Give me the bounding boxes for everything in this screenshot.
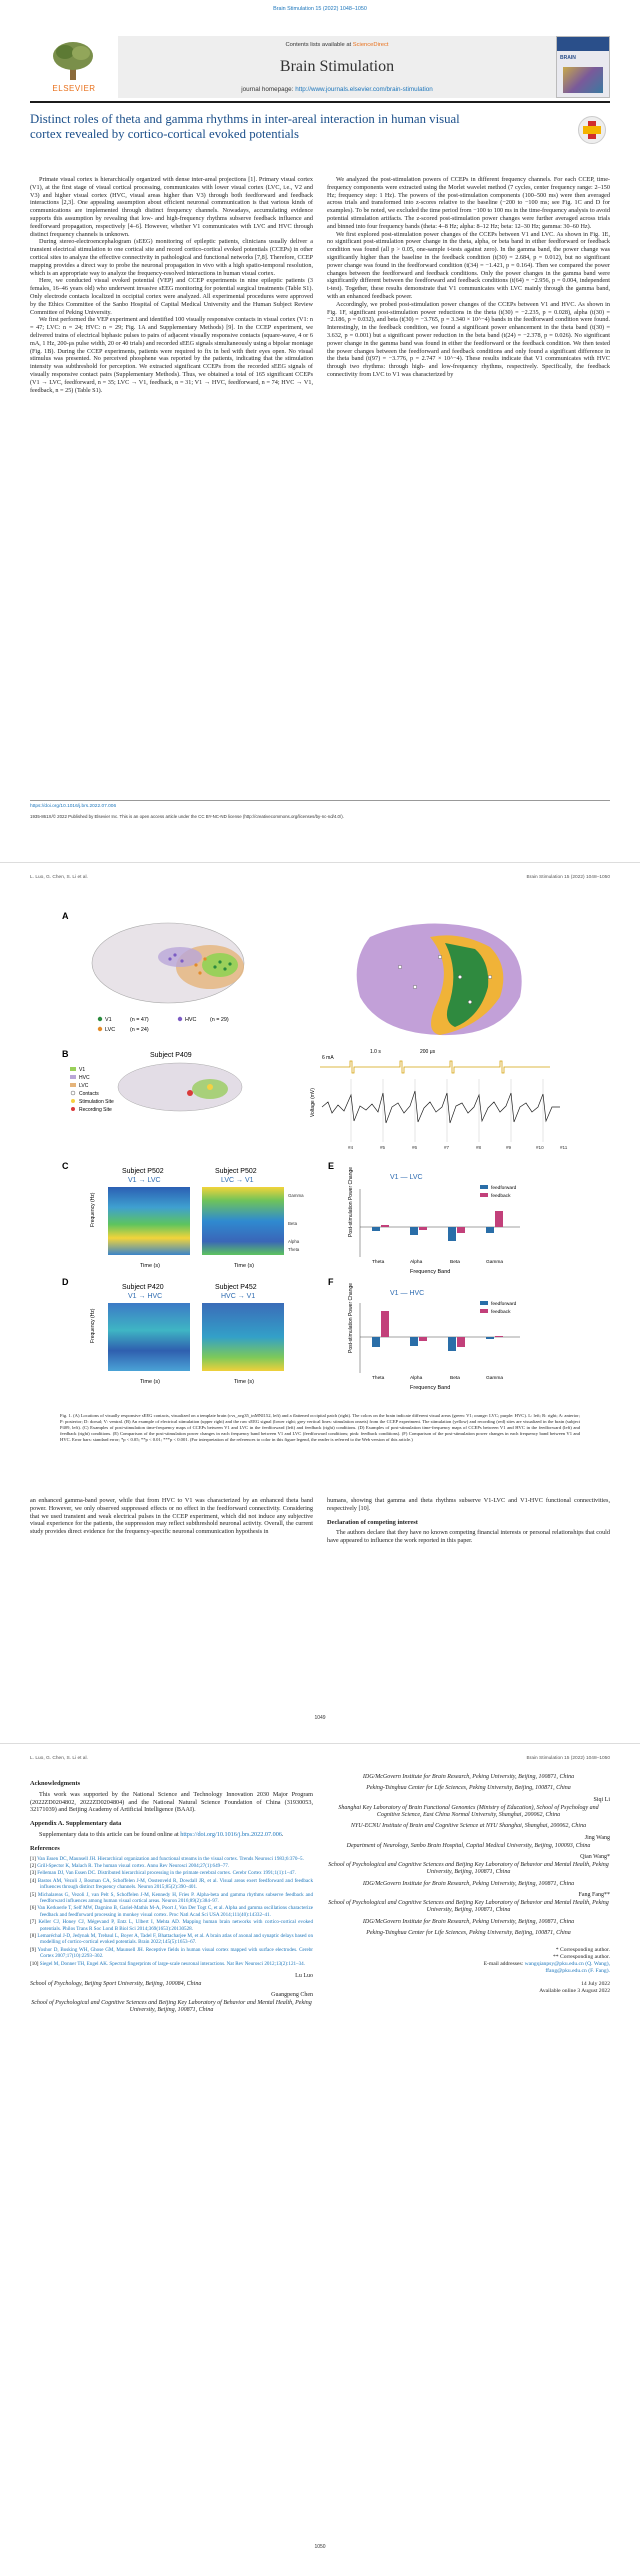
stimulation-site — [207, 1084, 213, 1090]
tf-map-c1 — [108, 1187, 190, 1255]
journal-title[interactable]: Brain Stimulation — [279, 58, 395, 75]
template-brain — [92, 923, 244, 1003]
bars-e — [372, 1211, 503, 1241]
paragraph: Primate visual cortex is hierarchically organized with dense inter-areal projections [1]. Primary visual cortex (V1), at the first stage of visual cortical processing, communicates with lower visual cortex (LVC, i.e., V2 and V3) and higher visual cortex (HVC, visual areas higher than V3) through both feedforward and feedback interactions [2,3]. One appealing assumption about efficient neuronal communication is that various kinds of communications are implemented through distinct frequency channels. Nowadays, accumulating evidence supports this assumption by revealing that low- and high-frequency rhythms subserve feedback influence and feedforward propagation, respectively [4–6]. However, whether V1 communicates with LVC and HVC through distinct frequency channels is unknown. — [30, 176, 313, 238]
band-label: Alpha — [410, 1376, 423, 1381]
bars-f — [372, 1311, 503, 1351]
affiliation: NYU-ECNU Institute of Brain and Cognitive Science at NYU Shanghai, Shanghai, 200062, China — [350, 1823, 587, 1830]
reference-item[interactable] — [30, 1947, 313, 1960]
stimulation-trace — [320, 1049, 550, 1073]
legend-text: feedforward — [491, 1186, 517, 1191]
author-affiliation: School of Psychological and Cognitive Sciences and Beijing Key Laboratory of Behavior and Mental Health, Peking University, Beijing, 100871, China — [31, 2000, 312, 2014]
journal-masthead — [30, 36, 610, 98]
homepage-link[interactable]: http://www.journals.elsevier.com/brain-stimulation — [295, 86, 433, 93]
affiliation: Peking-Tsinghua Center for Life Sciences, Peking University, Beijing, 100871, China — [366, 1785, 571, 1792]
y-axis-label: Frequency (Hz) — [90, 1308, 96, 1343]
legend-text: Contacts — [79, 1091, 99, 1097]
channel-label: #11 — [560, 1145, 568, 1150]
section-heading: Declaration of competing interest — [327, 1518, 418, 1526]
cover-band — [557, 37, 609, 51]
legend-e — [480, 1185, 517, 1199]
corresponding-note: * Corresponding author. — [555, 1947, 610, 1954]
legend-text: (n = 29) — [210, 1017, 229, 1023]
reference-item[interactable] — [30, 1878, 313, 1891]
ref-number: [1] — [30, 1855, 36, 1862]
band-label: Theta — [288, 1247, 300, 1252]
legend-text: LVC — [105, 1027, 116, 1033]
panel-label-d: D — [62, 1277, 69, 1287]
page-2 — [0, 862, 640, 1729]
tf-map-title: Subject P452 — [215, 1284, 257, 1291]
pulse-width-label: 200 μs — [420, 1049, 436, 1055]
sciencedirect-link[interactable]: ScienceDirect — [352, 42, 389, 48]
running-head-left: L. Luo, G. Chen, S. Li et al. — [30, 875, 88, 880]
time-scale-label: 1.0 s — [370, 1049, 381, 1055]
homepage-prefix: journal homepage: — [241, 86, 296, 93]
email-link[interactable]: ffang@pku.edu.cn (F. Fang). — [545, 1968, 610, 1975]
tf-map-subtitle: HVC → V1 — [221, 1293, 256, 1300]
column-right — [327, 1774, 610, 1995]
legend-text: (n = 47) — [130, 1017, 149, 1023]
reference-item[interactable] — [30, 1961, 313, 1967]
reference-list — [30, 1856, 313, 1968]
page-1 — [0, 0, 640, 848]
contents-prefix: Contents lists available at — [285, 42, 353, 48]
supplementary-text: Supplementary data to this article can be found online at — [39, 1830, 181, 1838]
page-number: 1050 — [314, 2544, 326, 2550]
paragraph: During stereo-electroencephalogram (sEEG) monitoring of epileptic patients, clinicians usually deliver a transient electrical stimulation to one cortical site and record cortico-cortical evoked potentials (CCEPs) in other cortical sites to analyze the effective connectivity in pathological and functional networks [7,8]. Therefore, CCEP mapping provides a direct way to probe the neuronal propagation in vivo with a high spatio-temporal resolution, which is an appropriate way to analyze the frequency-resolved interactions in human visual cortex. — [30, 238, 313, 277]
channel-label: #9 — [506, 1145, 512, 1150]
author-name: Fang Fang** — [578, 1892, 610, 1899]
band-label: Alpha — [410, 1260, 423, 1265]
affiliation: Peking-Tsinghua Center for Life Sciences, Peking University, Beijing, 100871, China — [366, 1930, 571, 1937]
paragraph: We first performed the VEP experiment and identified 100 visually responsive contacts in visual cortex (V1: n = 47; LVC: n = 24; HVC: n = 29; Fig. 1A and Supplementary Methods) [9]. In the CCEP experiment, we delivered trains of electrical biphasic pulses to pairs of adjacent visually responsive contacts (square-wave, 4 or 6 mA, 1 Hz, 200-μs pulse width, 20 or 40 trials) and recorded sEEG signals simultaneously using a bipolar montage (Fig. 1B). During the CCEP experiments, patients were required to fix in bed with their eyes open. No visual stimulus was presented. No perceived phosphene was reported by the patients, indicating that the stimulation intensity was subthreshold for perception. We extracted significant CCEPs from the recorded sEEG signals of visually responsive contact pairs (Supplementary Methods). Thus, we obtained a total of 165 significant CCEPs (V1 → LVC, feedforward, n = 35; LVC → V1, feedback, n = 31; V1 → HVC, feedforward, n = 74; HVC → V1, feedback, n = 25) (Table S1). — [30, 316, 313, 394]
correspondence-block — [327, 1947, 610, 1995]
x-axis-label: Time (s) — [140, 1263, 160, 1269]
band-label: Gamma — [486, 1260, 504, 1265]
affiliation: School of Psychological and Cognitive Sciences and Beijing Key Laboratory of Behavior and Mental Health, Peking University, Beijing, 100871, China — [328, 1899, 609, 1914]
y-axis-label: Frequency (Hz) — [90, 1192, 96, 1227]
legend-text: feedback — [491, 1194, 511, 1199]
x-axis-label: Time (s) — [234, 1263, 254, 1269]
band-label: Beta — [450, 1260, 460, 1265]
panel-label-c: C — [62, 1161, 69, 1171]
corresponding-note: ** Corresponding author. — [552, 1954, 610, 1961]
elsevier-logo[interactable] — [30, 36, 118, 98]
band-label: Beta — [288, 1221, 298, 1226]
page-number: 1049 — [314, 1715, 326, 1721]
affiliation: IDG/McGovern Institute for Brain Research, Peking University, Beijing, 100871, China — [362, 1880, 575, 1887]
tf-map-subtitle: V1 → LVC — [128, 1177, 161, 1184]
online-date: Available online 3 August 2022 — [539, 1988, 610, 1995]
paragraph: The authors declare that they have no known competing financial interests or personal relationships that could have appeared to influence the work reported in this paper. — [327, 1529, 610, 1545]
email-line — [327, 1968, 610, 1975]
ref-text: Grill-Spector K, Malach R. The human visual cortex. Annu Rev Neurosci 2004;27(1):649–77. — [37, 1862, 230, 1869]
panel-label-e: E — [328, 1161, 335, 1171]
tf-map-d2 — [202, 1303, 284, 1371]
divider — [30, 101, 610, 103]
affiliation: Department of Neurology, Sanbo Brain Hospital, Capital Medical University, Beijing, 100093, China — [346, 1842, 591, 1849]
x-axis-label: Frequency Band — [410, 1385, 451, 1391]
affiliation: School of Psychological and Cognitive Sciences and Beijing Key Laboratory of Behavior and Mental Health, Peking University, Beijing, 100871, China — [328, 1861, 609, 1876]
legend-text: V1 — [79, 1067, 86, 1073]
legend-text: feedback — [491, 1310, 511, 1315]
legend-f — [480, 1301, 517, 1315]
y-axis-label: Post-stimulation Power Change — [348, 1282, 354, 1353]
raw-seeg-trace — [310, 1079, 568, 1150]
received-date: 14 July 2022 — [581, 1981, 610, 1988]
channel-label: #4 — [348, 1145, 354, 1150]
section-heading: Appendix A. Supplementary data — [30, 1820, 122, 1828]
author-name: Jing Wang — [584, 1834, 610, 1841]
author-block-left — [30, 1973, 313, 2015]
legend-text: HVC — [79, 1075, 90, 1081]
doi-link[interactable]: https://doi.org/10.1016/j.brs.2022.07.006 — [30, 804, 117, 809]
subject-label: Subject P409 — [150, 1052, 192, 1059]
ref-text: Yoshor D, Bosking WH, Ghose GM, Maunsell JH. Receptive fields in human visual cortex mapped with surface electrodes. Cerebr Cortex 2007;17(10):2293–302. — [37, 1946, 313, 1960]
legend-text: feedforward — [491, 1302, 517, 1307]
panel-label-f: F — [328, 1277, 334, 1287]
tf-map-subtitle: V1 → HVC — [128, 1293, 163, 1300]
email-link[interactable]: wangqianpsy@pku.edu.cn (Q. Wang), — [524, 1961, 610, 1968]
ref-number: [10] — [30, 1960, 39, 1967]
paragraph: We analyzed the post-stimulation powers of CCEPs in different frequency channels. For each CCEP, time-frequency components were extracted using the Morlet wavelet method (7 cycles, center frequency range: 2–150 Hz; frequency step: 1 Hz). The powers of the post-stimulation components (100–500 ms) were then averaged across trials and transformed into z-scores relative to the baseline (−200 to −100 ms; see Fig. 1C and D for examples). To be noted, we excluded the time period from −100 to 100 ms in the time-frequency analysis to avoid potential stimulation artifacts. The z-scored post-stimulation power changes were further averaged across trials and binned into four frequency bands (theta: 4–8 Hz; alpha: 8–12 Hz; beta: 12–30 Hz; gamma: 30–60 Hz). — [327, 176, 610, 230]
reference-item[interactable] — [30, 1892, 313, 1905]
reference-item[interactable] — [30, 1933, 313, 1946]
tf-map-c2 — [202, 1187, 284, 1255]
x-axis-label: Time (s) — [140, 1379, 160, 1385]
author-name: Qian Wang* — [580, 1854, 610, 1861]
reference-item[interactable] — [30, 1905, 313, 1918]
column-left — [30, 176, 313, 394]
paragraph: Here, we conducted visual evoked potential (VEP) and CCEP experiments in nine epileptic patients (3 females, 16–46 years old) who underwent invasive sEEG monitoring for potential surgical treatments (Table S1). Only electrode contacts localized in occipital cortex were analyzed. All experimental procedures were approved by the Ethics Committee of the Sanbo Hospital of Capital Medical University and the Human Subject Review Committee of Peking University. — [30, 277, 313, 316]
affiliation: IDG/McGovern Institute for Brain Research, Peking University, Beijing, 100871, China — [362, 1918, 575, 1925]
author-name: Siqi Li — [593, 1796, 610, 1803]
elsevier-tree-icon — [50, 40, 96, 82]
copyright-line: 1935-861X/© 2022 Published by Elsevier Inc. This is an open access article under the CC BY-NC-ND license (http://creativecommons.org/licenses/by-nc-nd/4.0/). — [30, 814, 344, 819]
y-axis-label: Post-stimulation Power Change — [348, 1166, 354, 1237]
ref-text: Lemaréchal J-D, Jedynak M, Trebaul L, Boyer A, Tadel F, Bhattacharjee M, et al. A brain atlas of axonal and synaptic delays based on modelling of cortico-cortical evoked potentials. Brain 2022;145(5):1653–67. — [37, 1933, 313, 1946]
legend-text: LVC — [79, 1083, 89, 1089]
legend-text: Recording Site — [79, 1107, 112, 1113]
channel-label: #8 — [476, 1145, 482, 1150]
channel-label: #6 — [412, 1145, 418, 1150]
legend-text: V1 — [105, 1017, 112, 1023]
figure-1 — [60, 907, 580, 1407]
reference-item[interactable] — [30, 1919, 313, 1932]
column-right — [327, 1497, 610, 1545]
section-heading: Acknowledgments — [30, 1780, 81, 1787]
ref-text: Van Essen DC, Maunsell JH. Hierarchical organization and functional streams in the visual cortex. Trends Neurosci 1983;6:370–5. — [37, 1855, 304, 1862]
band-label: Gamma — [288, 1193, 304, 1198]
author-affiliation: School of Psychology, Beijing Sport University, Beijing, 100084, China — [30, 1980, 202, 1987]
running-head-right: Brain Stimulation 15 (2022) 1048–1050 — [526, 1756, 610, 1761]
paragraph: an enhanced gamma-band power, while that from HVC to V1 was characterized by an enhanced theta band power. However, we only observed suppressed effects or no effect in the feedforward connectivity. Considering that we used transient and weak electrical pulses in the CCEP experiment, which did not induce any subjective visual experience for the patients, the suppression may reflect subthreshold neuronal activity. Overall, the current study provides direct evidence for the frequency-specific neuronal communication hypothesis in — [30, 1497, 313, 1536]
tf-map-title: Subject P502 — [215, 1168, 257, 1175]
figure-caption: Fig. 1. (A) Locations of visually responsive sEEG contacts, visualized on a template brain (cvs_avg35_inMNI152, left) and a flattened occipital patch (right). The colors on the brain indicate different visual areas (green: V1; orange: LVC; purple: HVC). L: left; R: right; A: anterior; P: posterior; D: dorsal; V: ventral. (B) An example of electrical stimulation (upper right) and the raw sEEG signal (lower right; grey vertical lines: stimulation onsets) from the CCEP experiment. The stimulation (yellow) and recording (red) sites are visualized in the brain (subject P409, left). (C) Examples of post-stimulation time-frequency maps of CCEPs between V1 and LVC in the feedforward (left) and feedback (right) conditions. (D) Examples of post-stimulation time-frequency maps of CCEPs between V1 and HVC in the feedforward (left) and feedback (right) conditions. (E) Comparison of the post-stimulation power changes in each frequency band between V1 and LVC (feedforward conditions; pink: feedback conditions). (F) Comparison of the post-stimulation power changes in each frequency band between V1 and HVC. Error bars: standard error; *p < 0.05; **p < 0.01; ***p < 0.001. (For interpretation of the references to color in this figure legend, the reader is referred to the Web version of this article.) — [60, 1413, 580, 1442]
band-label: Beta — [450, 1376, 460, 1381]
y-axis-label: Voltage (mV) — [310, 1088, 316, 1117]
ref-text: Bastos AM, Vezoli J, Bosman CA, Schoffelen J-M, Oostenveld R, Dowdall JR, et al. Visual areas exert feedforward and feedback influences through distinct frequency channels. Neuron 2015;85(2):390–401. — [37, 1877, 313, 1891]
contents-line — [122, 42, 552, 48]
paragraph: We first explored post-stimulation power changes of the CCEPs between V1 and LVC. As shown in Fig. 1E, no significant post-stimulation power change in the theta, alpha, or beta band in either feedforward or feedback condition was found (all p > 0.05, one-sample t-tests against zero). In the gamma band, the power change was significantly higher than the baseline in the feedback condition (t(30) = 2.684, p = 0.012), but no significant power change was found in the feedforward condition (t(34) = −1.421, p = 0.164). Then we compared the power changes between the feedforward and feedback conditions. Only the power changes in the gamma band were significantly different between the feedforward and feedback conditions (t(64) = −2.956, p = 0.004, independent t-test). Together, these results demonstrate that V1 communicates with LVC mainly through the gamma band, with an enhanced feedback power. — [327, 230, 610, 300]
reference-item[interactable] — [30, 1870, 313, 1876]
paragraph: This work was supported by the National Science and Technology Innovation 2030 Major Program (2022ZD0204802, 2022ZD0204804) and the National Natural Science Foundation of China (31930053, 32171039) and Beijing Academy of Artificial Intelligence (BAAI). — [30, 1790, 313, 1814]
publisher-name: ELSEVIER — [52, 84, 96, 93]
journal-cover[interactable] — [556, 36, 610, 98]
legend-text: (n = 24) — [130, 1027, 149, 1033]
band-label: Theta — [372, 1376, 385, 1381]
section-heading: References — [30, 1844, 60, 1852]
ref-number: [2] — [30, 1862, 36, 1869]
bar-chart-title: V1 — LVC — [390, 1174, 423, 1181]
crossmark-icon[interactable] — [578, 116, 606, 144]
flattened-patch — [357, 924, 522, 1036]
panel-label-b: B — [62, 1049, 69, 1059]
ref-number: [3] — [30, 1870, 36, 1877]
tf-map-title: Subject P502 — [122, 1168, 164, 1175]
ref-text: Siegel M, Donner TH, Engel AK. Spectral fingerprints of large-scale neuronal interactions. Nat Rev Neurosci 2012;13(2):121–34. — [39, 1960, 305, 1967]
tf-map-subtitle: LVC → V1 — [221, 1177, 254, 1184]
recording-site — [187, 1090, 193, 1096]
channel-label: #7 — [444, 1145, 450, 1150]
homepage-line — [122, 86, 552, 93]
reference-item[interactable] — [30, 1863, 313, 1869]
column-right — [327, 176, 610, 379]
supplementary-link[interactable]: https://doi.org/10.1016/j.brs.2022.07.006 — [180, 1830, 282, 1838]
ref-text: Van Kerkoerle T, Self MW, Dagnino B, Gariel-Mathis M-A, Poort J, Van Der Togt C, et al. Alpha and gamma oscillations characterize feedback and feedforward processing in monkey visual cortex. Proc Natl Acad Sci USA 2014;111(40):14332–41. — [37, 1905, 313, 1918]
ref-number: [6] — [30, 1905, 36, 1912]
x-axis-label: Time (s) — [234, 1379, 254, 1385]
column-left — [30, 1497, 313, 1536]
page-3 — [0, 1743, 640, 2561]
band-label: Gamma — [486, 1376, 504, 1381]
x-axis-label: Frequency Band — [410, 1269, 451, 1275]
ref-number: [7] — [30, 1919, 36, 1926]
ref-number: [9] — [30, 1946, 36, 1953]
ref-text: Felleman DJ, Van Essen DC. Distributed hierarchical processing in the primate cerebral cortex. Cerebr Cortex 1991;1(1):1–47. — [37, 1870, 296, 1877]
tf-map-title: Subject P420 — [122, 1284, 164, 1291]
current-label: 6 mA — [322, 1055, 334, 1061]
band-label: Theta — [372, 1260, 385, 1265]
panel-label-a: A — [62, 911, 69, 921]
legend-text: Stimulation Site — [79, 1099, 114, 1105]
email-label: E-mail addresses: — [483, 1961, 524, 1968]
legend-text: HVC — [185, 1017, 197, 1023]
bar-chart-title: V1 — HVC — [390, 1290, 425, 1297]
paragraph: Accordingly, we probed post-stimulation power changes of the CCEPs between V1 and HVC. As shown in Fig. 1F, significant post-stimulation power reductions in the theta (t(30) = −2.235, p = 0.028), alpha (t(30) = −2.186, p = 0.032), and beta (t(30) = −3.765, p = 3.340 × 10^−4) bands in the feedforward condition were found. Interestingly, in the feedback condition, we found a significant power enhancement in the theta band (t(30) = 3.632, p = 0.001) but a significant power reduction in the beta band (t(24) = −2.378, p = 0.026). No significant power change in the gamma band was found in either the feedforward or the feedback condition. We then tested the power changes between the feedforward and feedback conditions and only found a significant difference in the theta band (t(97) = −3.776, p = 2.747 × 10^−4). These results indicate that V1 communicates with HVC through two rhythms: through high- and low-frequency rhythms, respectively. Specifically, the feedback connectivity from LVC to V1 was characterized by — [327, 300, 610, 378]
author-name: Guangpeng Chen — [271, 1992, 313, 1999]
divider — [30, 800, 610, 801]
author-name: Lu Luo — [295, 1973, 313, 1980]
ref-number: [4] — [30, 1877, 36, 1884]
running-head-left: L. Luo, G. Chen, S. Li et al. — [30, 1756, 88, 1761]
masthead-center — [122, 36, 552, 98]
affiliation: Shanghai Key Laboratory of Brain Functional Genomics (Ministry of Education), School of Psychology and Cognitive Science, East China Normal University, Shanghai, 200062, China — [338, 1804, 599, 1819]
cover-image — [563, 67, 603, 93]
ref-text: Michalareas G, Vezoli J, van Pelt S, Schoffelen J-M, Kennedy H, Fries P. Alpha-beta and gamma rhythms subserve feedback and feedforward influences among human visual cortical areas. Neuron 2016;89(2):384–97. — [37, 1891, 313, 1905]
ref-number: [5] — [30, 1891, 36, 1898]
paragraph: humans, showing that gamma and theta rhythms subserve V1-LVC and V1-HVC functional connectivities, respectively [10]. — [327, 1497, 610, 1512]
cover-title: BRAIN — [560, 55, 576, 61]
ref-text: Keller CJ, Honey CJ, Mégevand P, Entz L, Ulbert I, Mehta AD. Mapping human brain networks with cortico-cortical evoked potentials. Philos Trans R Soc Lond B Biol Sci 2014;369(1653):20130528. — [38, 1919, 313, 1932]
running-head[interactable]: Brain Stimulation 15 (2022) 1048–1050 — [273, 6, 367, 12]
legend-a — [98, 1017, 229, 1033]
tf-map-d1 — [108, 1303, 190, 1371]
ref-number: [8] — [30, 1933, 36, 1940]
article-title: Distinct roles of theta and gamma rhythms in inter-areal interaction in human visual cortex revealed by cortico-cortical evoked potentials — [30, 112, 460, 141]
paragraph: Supplementary data to this article can be found online at https://doi.org/10.1016/j.brs.2022.07.006. — [39, 1830, 284, 1838]
affiliation: IDG/McGovern Institute for Brain Research, Peking University, Beijing, 100871, China — [362, 1774, 575, 1780]
column-left — [30, 1774, 313, 2019]
band-label: Alpha — [288, 1239, 300, 1244]
legend-b — [70, 1067, 114, 1113]
channel-label: #10 — [536, 1145, 544, 1150]
reference-item[interactable] — [30, 1856, 313, 1862]
channel-label: #5 — [380, 1145, 386, 1150]
running-head-right: Brain Stimulation 15 (2022) 1048–1050 — [526, 875, 610, 880]
